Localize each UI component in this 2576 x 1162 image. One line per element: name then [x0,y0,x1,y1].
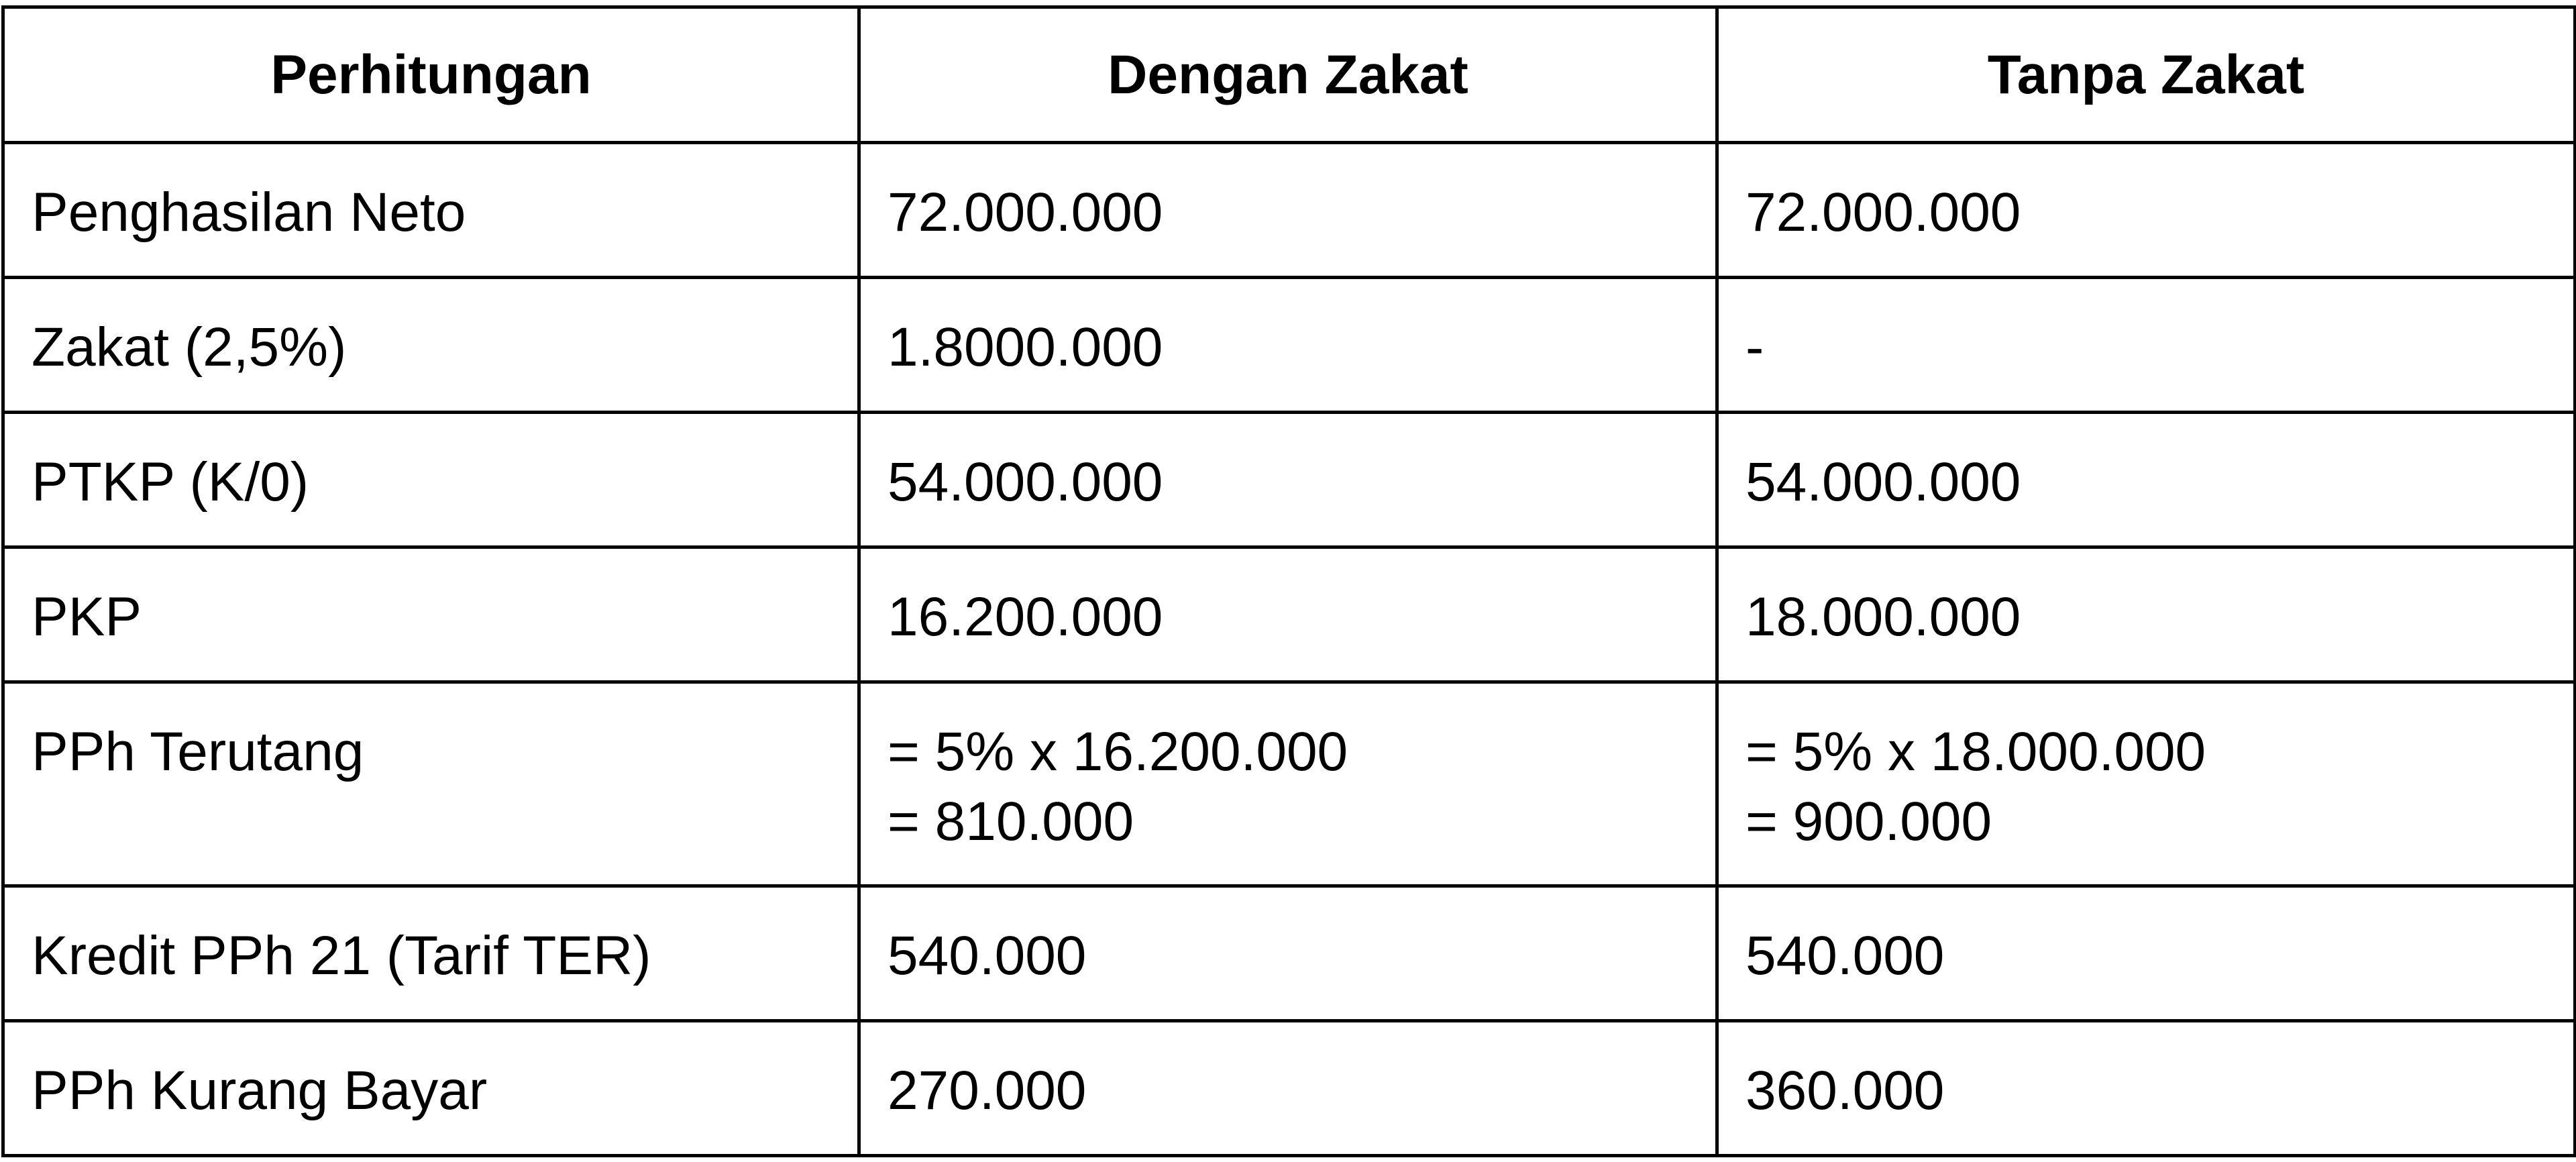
row-label: PPh Terutang [3,682,859,886]
row-label: PPh Kurang Bayar [3,1021,859,1156]
row-label: Zakat (2,5%) [3,278,859,413]
calculation-result: = 810.000 [888,791,1134,852]
tanpa-zakat-cell [1717,1021,2575,1156]
cell-value: 18.000.000 [1746,586,2021,647]
tanpa-zakat-cell [1717,413,2575,547]
cell-value: 360.000 [1746,1060,1945,1121]
dengan-zakat-cell [859,547,1717,682]
calculation-line: = 5% x 18.000.000 [1746,721,2206,782]
cell-value: 72.000.000 [888,182,1163,243]
cell-value: 72.000.000 [1746,182,2021,243]
table-row [3,547,2575,682]
calculation-result: = 900.000 [1746,791,1992,852]
row-label: Kredit PPh 21 (Tarif TER) [3,886,859,1021]
header-dengan-zakat: Dengan Zakat [859,7,1717,143]
row-label: Penghasilan Neto [3,143,859,278]
table-row [3,143,2575,278]
dengan-zakat-cell [859,1021,1717,1156]
tanpa-zakat-cell [1717,886,2575,1021]
cell-value: 16.200.000 [888,586,1163,647]
dengan-zakat-cell [859,143,1717,278]
table-row [3,886,2575,1021]
cell-value: - [1746,317,1764,378]
cell-value: 270.000 [888,1060,1087,1121]
row-label: PKP [3,547,859,682]
dengan-zakat-cell [859,682,1717,886]
table-row [3,413,2575,547]
zakat-tax-comparison-table [1,5,2576,1157]
table-row [3,682,2575,886]
header-perhitungan: Perhitungan [3,7,859,143]
cell-value: 540.000 [1746,925,1945,986]
cell-value: 540.000 [888,925,1087,986]
row-label: PTKP (K/0) [3,413,859,547]
tanpa-zakat-cell [1717,547,2575,682]
cell-value: 54.000.000 [888,452,1163,513]
calculation-line: = 5% x 16.200.000 [888,721,1348,782]
table-row [3,278,2575,413]
cell-value: 54.000.000 [1746,452,2021,513]
dengan-zakat-cell [859,413,1717,547]
header-tanpa-zakat: Tanpa Zakat [1717,7,2575,143]
tanpa-zakat-cell [1717,682,2575,886]
header-row [3,7,2575,143]
cell-value: 1.8000.000 [888,317,1163,378]
tanpa-zakat-cell [1717,143,2575,278]
dengan-zakat-cell [859,278,1717,413]
tanpa-zakat-cell [1717,278,2575,413]
table-row [3,1021,2575,1156]
dengan-zakat-cell [859,886,1717,1021]
